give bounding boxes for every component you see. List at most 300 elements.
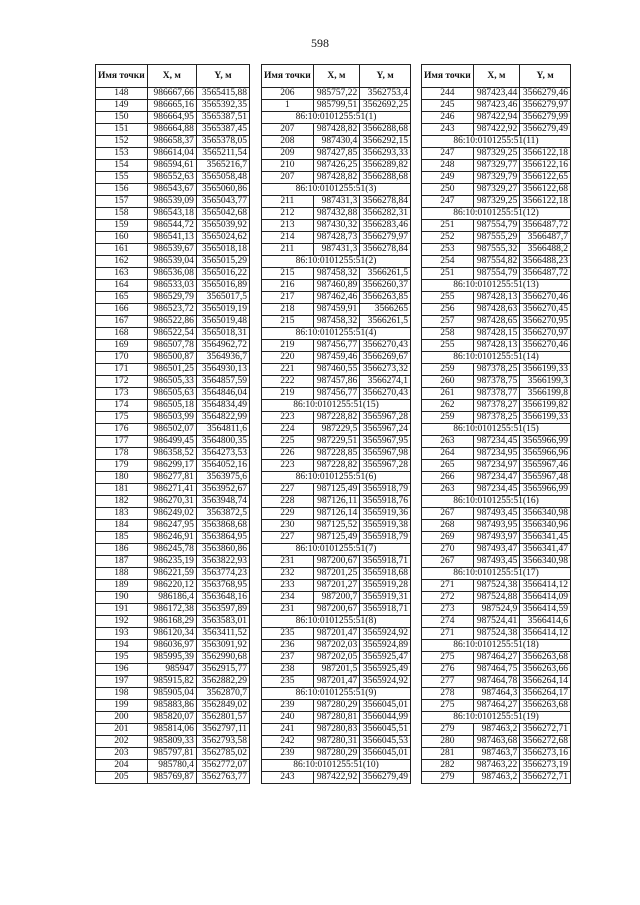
table-row — [262, 232, 411, 244]
x-coordinate-cell: 986036,97 — [147, 640, 196, 652]
x-coordinate-cell: 986523,72 — [147, 304, 196, 316]
point-name-cell: 280 — [422, 736, 474, 748]
x-coordinate-cell: 986544,72 — [147, 220, 196, 232]
y-coordinate-cell: 3565918,76 — [360, 496, 411, 508]
cadastral-section-label: 86:10:0101255:51(6) — [262, 472, 411, 484]
table-row — [96, 136, 250, 148]
x-coordinate-cell: 987430,32 — [313, 220, 359, 232]
point-name-cell: 274 — [422, 616, 474, 628]
x-coordinate-cell: 985797,81 — [147, 748, 196, 760]
y-coordinate-cell: 3566264,17 — [520, 688, 571, 700]
point-name-cell: 179 — [96, 460, 148, 472]
x-coordinate-cell: 987280,83 — [313, 724, 359, 736]
y-coordinate-cell: 3566279,49 — [520, 124, 571, 136]
x-coordinate-cell: 987329,79 — [473, 172, 519, 184]
x-coordinate-cell: 987463,2 — [473, 724, 519, 736]
y-coordinate-cell: 3565919,31 — [360, 592, 411, 604]
table-row — [422, 532, 571, 544]
y-coordinate-cell: 3566045,51 — [360, 724, 411, 736]
point-name-cell: 204 — [96, 760, 148, 772]
y-coordinate-cell: 3566199,3 — [520, 376, 571, 388]
x-coordinate-cell: 986533,03 — [147, 280, 196, 292]
y-coordinate-cell: 3566122,65 — [520, 172, 571, 184]
x-coordinate-cell: 986664,88 — [147, 124, 196, 136]
table-row — [96, 496, 250, 508]
point-name-cell: 235 — [262, 676, 314, 688]
point-name-cell: 229 — [262, 508, 314, 520]
table-row — [96, 196, 250, 208]
y-coordinate-cell: 3565925,47 — [360, 652, 411, 664]
y-coordinate-cell: 3566265 — [360, 304, 411, 316]
table-row — [96, 268, 250, 280]
x-coordinate-cell: 987428,82 — [313, 172, 359, 184]
point-name-cell: 208 — [262, 136, 314, 148]
x-coordinate-cell: 986221,59 — [147, 568, 196, 580]
table-row — [422, 448, 571, 460]
table-row — [96, 352, 250, 364]
point-name-cell: 231 — [262, 604, 314, 616]
table-row — [96, 232, 250, 244]
x-coordinate-cell: 987202,05 — [313, 652, 359, 664]
x-coordinate-cell: 986502,07 — [147, 424, 196, 436]
point-name-cell: 160 — [96, 232, 148, 244]
point-name-cell: 176 — [96, 424, 148, 436]
x-coordinate-cell: 985905,04 — [147, 688, 196, 700]
y-coordinate-cell: 3564857,59 — [196, 376, 249, 388]
x-coordinate-cell: 987234,45 — [473, 484, 519, 496]
y-coordinate-cell: 3565918,79 — [360, 484, 411, 496]
point-name-cell: 281 — [422, 748, 474, 760]
point-name-cell: 263 — [422, 484, 474, 496]
y-coordinate-cell: 3565042,68 — [196, 208, 249, 220]
x-coordinate-cell: 987234,47 — [473, 472, 519, 484]
x-coordinate-cell: 987456,77 — [313, 340, 359, 352]
point-name-cell: 170 — [96, 352, 148, 364]
y-coordinate-cell: 3566279,97 — [520, 100, 571, 112]
y-coordinate-cell: 3564800,35 — [196, 436, 249, 448]
table-row — [422, 580, 571, 592]
table-row — [422, 772, 571, 784]
y-coordinate-cell: 3565024,62 — [196, 232, 249, 244]
point-name-cell: 267 — [422, 556, 474, 568]
x-coordinate-cell: 986543,18 — [147, 208, 196, 220]
point-name-cell: 276 — [422, 664, 474, 676]
x-coordinate-cell: 987329,77 — [473, 160, 519, 172]
table-row — [96, 172, 250, 184]
section-row — [422, 568, 571, 580]
x-coordinate-cell: 987464,27 — [473, 652, 519, 664]
x-coordinate-cell: 986299,17 — [147, 460, 196, 472]
y-coordinate-cell: 3566279,49 — [360, 772, 411, 784]
table-row — [96, 340, 250, 352]
x-coordinate-cell: 987200,7 — [313, 592, 359, 604]
table-row — [422, 340, 571, 352]
point-name-cell: 271 — [422, 628, 474, 640]
header-point: Имя точки — [262, 65, 314, 88]
x-coordinate-cell: 987524,41 — [473, 616, 519, 628]
x-coordinate-cell: 987463,68 — [473, 736, 519, 748]
point-name-cell: 172 — [96, 376, 148, 388]
x-coordinate-cell: 987378,27 — [473, 400, 519, 412]
y-coordinate-cell: 3566414,6 — [520, 616, 571, 628]
y-coordinate-cell: 3565967,98 — [360, 448, 411, 460]
table-row — [262, 736, 411, 748]
y-coordinate-cell: 3565060,86 — [196, 184, 249, 196]
point-name-cell: 182 — [96, 496, 148, 508]
x-coordinate-cell: 987493,45 — [473, 508, 519, 520]
table-row — [262, 664, 411, 676]
x-coordinate-cell: 986505,63 — [147, 388, 196, 400]
x-coordinate-cell: 985809,33 — [147, 736, 196, 748]
table-row — [422, 412, 571, 424]
cadastral-section-label: 86:10:0101255:51(10) — [262, 760, 411, 772]
point-name-cell: 158 — [96, 208, 148, 220]
y-coordinate-cell: 3565924,92 — [360, 628, 411, 640]
point-name-cell: 164 — [96, 280, 148, 292]
table-row — [262, 712, 411, 724]
table-row — [262, 652, 411, 664]
table-row — [96, 736, 250, 748]
x-coordinate-cell: 987431,3 — [313, 244, 359, 256]
point-name-cell: 174 — [96, 400, 148, 412]
x-coordinate-cell: 987524,38 — [473, 628, 519, 640]
x-coordinate-cell: 987234,95 — [473, 448, 519, 460]
x-coordinate-cell: 987228,85 — [313, 448, 359, 460]
x-coordinate-cell: 987460,89 — [313, 280, 359, 292]
x-coordinate-cell: 987234,97 — [473, 460, 519, 472]
section-row — [262, 688, 411, 700]
y-coordinate-cell: 3562870,7 — [196, 688, 249, 700]
table-row — [96, 592, 250, 604]
y-coordinate-cell: 3566278,84 — [360, 196, 411, 208]
point-name-cell: 163 — [96, 268, 148, 280]
table-row — [422, 736, 571, 748]
x-coordinate-cell: 986505,33 — [147, 376, 196, 388]
y-coordinate-cell: 3563872,5 — [196, 508, 249, 520]
x-coordinate-cell: 986658,37 — [147, 136, 196, 148]
x-coordinate-cell: 987458,32 — [313, 268, 359, 280]
table-row — [96, 328, 250, 340]
point-name-cell: 244 — [422, 88, 474, 100]
y-coordinate-cell: 3566340,98 — [520, 508, 571, 520]
x-coordinate-cell: 987422,92 — [313, 772, 359, 784]
point-name-cell: 161 — [96, 244, 148, 256]
x-coordinate-cell: 987201,25 — [313, 568, 359, 580]
y-coordinate-cell: 3566122,16 — [520, 160, 571, 172]
point-name-cell: 267 — [422, 508, 474, 520]
table-row — [96, 364, 250, 376]
point-name-cell: 282 — [422, 760, 474, 772]
table-row — [96, 436, 250, 448]
point-name-cell: 188 — [96, 568, 148, 580]
point-name-cell: 262 — [422, 400, 474, 412]
table-row — [96, 472, 250, 484]
x-coordinate-cell: 986186,4 — [147, 592, 196, 604]
cadastral-section-label: 86:10:0101255:51(2) — [262, 256, 411, 268]
y-coordinate-cell: 3566264,14 — [520, 676, 571, 688]
table-row — [422, 244, 571, 256]
x-coordinate-cell: 986168,29 — [147, 616, 196, 628]
table-row — [96, 424, 250, 436]
y-coordinate-cell: 3565392,35 — [196, 100, 249, 112]
x-coordinate-cell: 987378,75 — [473, 376, 519, 388]
point-name-cell: 210 — [262, 160, 314, 172]
point-name-cell: 203 — [96, 748, 148, 760]
table-row — [262, 124, 411, 136]
point-name-cell: 269 — [422, 532, 474, 544]
y-coordinate-cell: 3562772,07 — [196, 760, 249, 772]
table-row — [422, 460, 571, 472]
table-row — [96, 160, 250, 172]
x-coordinate-cell: 987428,13 — [473, 340, 519, 352]
point-name-cell: 171 — [96, 364, 148, 376]
x-coordinate-cell: 987428,13 — [473, 292, 519, 304]
table-row — [422, 220, 571, 232]
table-row — [96, 520, 250, 532]
x-coordinate-cell: 987428,63 — [473, 304, 519, 316]
x-coordinate-cell: 987463,22 — [473, 760, 519, 772]
point-name-cell: 178 — [96, 448, 148, 460]
y-coordinate-cell: 3565918,79 — [360, 532, 411, 544]
table-row — [422, 604, 571, 616]
x-coordinate-cell: 987493,47 — [473, 544, 519, 556]
y-coordinate-cell: 3565918,71 — [360, 604, 411, 616]
x-coordinate-cell: 987378,25 — [473, 364, 519, 376]
x-coordinate-cell: 986614,04 — [147, 148, 196, 160]
point-name-cell: 207 — [262, 172, 314, 184]
coordinates-table-2 — [261, 64, 411, 784]
table-row — [96, 712, 250, 724]
header-point: Имя точки — [96, 65, 148, 88]
table-row — [262, 772, 411, 784]
y-coordinate-cell: 3565967,48 — [520, 472, 571, 484]
x-coordinate-cell: 987555,29 — [473, 232, 519, 244]
x-coordinate-cell: 987524,38 — [473, 580, 519, 592]
y-coordinate-cell: 3566279,99 — [520, 112, 571, 124]
y-coordinate-cell: 3565018,18 — [196, 244, 249, 256]
y-coordinate-cell: 3565015,29 — [196, 256, 249, 268]
y-coordinate-cell: 3566270,46 — [520, 340, 571, 352]
point-name-cell: 152 — [96, 136, 148, 148]
point-name-cell: 240 — [262, 712, 314, 724]
point-name-cell: 239 — [262, 748, 314, 760]
x-coordinate-cell: 986594,61 — [147, 160, 196, 172]
y-coordinate-cell: 3566270,43 — [360, 388, 411, 400]
y-coordinate-cell: 3563091,92 — [196, 640, 249, 652]
x-coordinate-cell: 987200,67 — [313, 556, 359, 568]
y-coordinate-cell: 3566341,45 — [520, 532, 571, 544]
section-row — [262, 256, 411, 268]
x-coordinate-cell: 987378,25 — [473, 412, 519, 424]
x-coordinate-cell: 986500,87 — [147, 352, 196, 364]
x-coordinate-cell: 987280,81 — [313, 712, 359, 724]
x-coordinate-cell: 987228,82 — [313, 460, 359, 472]
cadastral-section-label: 86:10:0101255:51(7) — [262, 544, 411, 556]
point-name-cell: 197 — [96, 676, 148, 688]
cadastral-section-label: 86:10:0101255:51(15) — [422, 424, 571, 436]
cadastral-section-label: 86:10:0101255:51(12) — [422, 208, 571, 220]
point-name-cell: 186 — [96, 544, 148, 556]
section-row — [262, 544, 411, 556]
y-coordinate-cell: 3566293,33 — [360, 148, 411, 160]
point-name-cell: 162 — [96, 256, 148, 268]
y-coordinate-cell: 3566269,67 — [360, 352, 411, 364]
y-coordinate-cell: 3562793,58 — [196, 736, 249, 748]
cadastral-section-label: 86:10:0101255:51(9) — [262, 688, 411, 700]
table-row — [262, 628, 411, 640]
y-coordinate-cell: 3565211,54 — [196, 148, 249, 160]
point-name-cell: 279 — [422, 724, 474, 736]
y-coordinate-cell: 3563948,74 — [196, 496, 249, 508]
point-name-cell: 235 — [262, 628, 314, 640]
x-coordinate-cell: 987280,31 — [313, 736, 359, 748]
point-name-cell: 239 — [262, 700, 314, 712]
x-coordinate-cell: 987422,94 — [473, 112, 519, 124]
point-name-cell: 247 — [422, 148, 474, 160]
header-y: Y, м — [360, 65, 411, 88]
y-coordinate-cell: 3563822,93 — [196, 556, 249, 568]
x-coordinate-cell: 987201,47 — [313, 676, 359, 688]
table-row — [262, 376, 411, 388]
y-coordinate-cell: 3564834,49 — [196, 400, 249, 412]
point-name-cell: 183 — [96, 508, 148, 520]
point-name-cell: 232 — [262, 568, 314, 580]
y-coordinate-cell: 3566261,5 — [360, 316, 411, 328]
y-coordinate-cell: 3566414,09 — [520, 592, 571, 604]
y-coordinate-cell: 3565925,49 — [360, 664, 411, 676]
y-coordinate-cell: 3566199,33 — [520, 412, 571, 424]
y-coordinate-cell: 3562849,02 — [196, 700, 249, 712]
cadastral-section-label: 86:10:0101255:51(1) — [262, 112, 411, 124]
point-name-cell: 230 — [262, 520, 314, 532]
x-coordinate-cell: 987458,32 — [313, 316, 359, 328]
table-row — [262, 352, 411, 364]
table-row — [96, 460, 250, 472]
table-row — [422, 196, 571, 208]
table-row — [96, 568, 250, 580]
y-coordinate-cell: 3566263,68 — [520, 700, 571, 712]
point-name-cell: 237 — [262, 652, 314, 664]
x-coordinate-cell: 986358,52 — [147, 448, 196, 460]
point-name-cell: 184 — [96, 520, 148, 532]
table-row — [262, 304, 411, 316]
point-name-cell: 275 — [422, 700, 474, 712]
section-row — [422, 712, 571, 724]
point-name-cell: 190 — [96, 592, 148, 604]
y-coordinate-cell: 3562915,77 — [196, 664, 249, 676]
point-name-cell: 270 — [422, 544, 474, 556]
point-name-cell: 207 — [262, 124, 314, 136]
point-name-cell: 212 — [262, 208, 314, 220]
x-coordinate-cell: 987432,88 — [313, 208, 359, 220]
y-coordinate-cell: 3562785,02 — [196, 748, 249, 760]
y-coordinate-cell: 3566487,7 — [520, 232, 571, 244]
x-coordinate-cell: 987554,79 — [473, 268, 519, 280]
y-coordinate-cell: 3565967,95 — [360, 436, 411, 448]
y-coordinate-cell: 3566488,23 — [520, 256, 571, 268]
table-row — [422, 376, 571, 388]
section-row — [262, 472, 411, 484]
x-coordinate-cell: 987329,25 — [473, 196, 519, 208]
x-coordinate-cell: 987428,65 — [473, 316, 519, 328]
x-coordinate-cell: 987280,29 — [313, 700, 359, 712]
point-name-cell: 226 — [262, 448, 314, 460]
x-coordinate-cell: 986120,34 — [147, 628, 196, 640]
point-name-cell: 243 — [422, 124, 474, 136]
table-row — [422, 652, 571, 664]
point-name-cell: 177 — [96, 436, 148, 448]
table-row — [262, 268, 411, 280]
y-coordinate-cell: 3564811,6 — [196, 424, 249, 436]
header-x: X, м — [147, 65, 196, 88]
point-name-cell: 256 — [422, 304, 474, 316]
point-name-cell: 228 — [262, 496, 314, 508]
y-coordinate-cell: 3566278,84 — [360, 244, 411, 256]
x-coordinate-cell: 987428,73 — [313, 232, 359, 244]
section-row — [422, 496, 571, 508]
y-coordinate-cell: 3565043,77 — [196, 196, 249, 208]
x-coordinate-cell: 987125,49 — [313, 532, 359, 544]
y-coordinate-cell: 3565924,92 — [360, 676, 411, 688]
y-coordinate-cell: 3562763,77 — [196, 772, 249, 784]
x-coordinate-cell: 986277,81 — [147, 472, 196, 484]
cadastral-section-label: 86:10:0101255:51(4) — [262, 328, 411, 340]
table-row — [262, 316, 411, 328]
point-name-cell: 217 — [262, 292, 314, 304]
y-coordinate-cell: 3566272,68 — [520, 736, 571, 748]
point-name-cell: 219 — [262, 340, 314, 352]
table-row — [96, 208, 250, 220]
y-coordinate-cell: 3566289,82 — [360, 160, 411, 172]
cadastral-section-label: 86:10:0101255:51(16) — [422, 496, 571, 508]
table-row — [422, 700, 571, 712]
table-row — [262, 148, 411, 160]
y-coordinate-cell: 3566414,12 — [520, 580, 571, 592]
point-name-cell: 202 — [96, 736, 148, 748]
section-row — [422, 280, 571, 292]
table-row — [96, 388, 250, 400]
point-name-cell: 193 — [96, 628, 148, 640]
point-name-cell: 173 — [96, 388, 148, 400]
section-row — [422, 208, 571, 220]
x-coordinate-cell: 986522,86 — [147, 316, 196, 328]
table-row — [96, 292, 250, 304]
point-name-cell: 223 — [262, 460, 314, 472]
point-name-cell: 1 — [262, 100, 314, 112]
point-name-cell: 258 — [422, 328, 474, 340]
table-row — [262, 556, 411, 568]
x-coordinate-cell: 986522,54 — [147, 328, 196, 340]
table-row — [96, 640, 250, 652]
y-coordinate-cell: 3566340,98 — [520, 556, 571, 568]
point-name-cell: 211 — [262, 244, 314, 256]
point-name-cell: 227 — [262, 532, 314, 544]
point-name-cell: 175 — [96, 412, 148, 424]
point-name-cell: 225 — [262, 436, 314, 448]
y-coordinate-cell: 3566282,31 — [360, 208, 411, 220]
y-coordinate-cell: 3566263,66 — [520, 664, 571, 676]
point-name-cell: 150 — [96, 112, 148, 124]
y-coordinate-cell: 3563411,52 — [196, 628, 249, 640]
point-name-cell: 247 — [422, 196, 474, 208]
x-coordinate-cell: 987463,2 — [473, 772, 519, 784]
table-row — [262, 424, 411, 436]
point-name-cell: 241 — [262, 724, 314, 736]
x-coordinate-cell: 987554,82 — [473, 256, 519, 268]
x-coordinate-cell: 987493,97 — [473, 532, 519, 544]
table-row — [96, 580, 250, 592]
section-row — [262, 328, 411, 340]
